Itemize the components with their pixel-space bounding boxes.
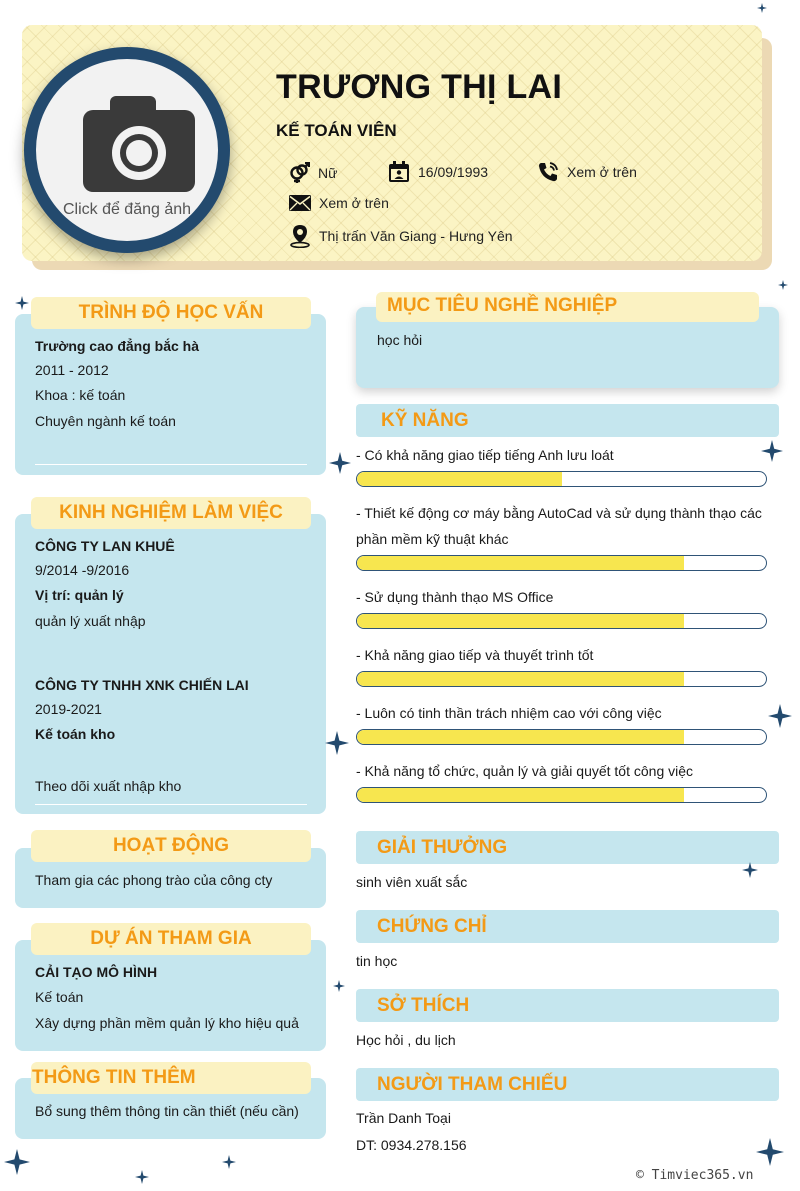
job-1-position: Vị trí: quản lý [35,587,124,603]
address-info [289,224,513,248]
job-2-company: CÔNG TY TNHH XNK CHIẾN LAI [35,677,249,693]
gender-icon [288,162,310,184]
education-period: 2011 - 2012 [35,362,109,378]
project-description: Xây dựng phần mềm quản lý kho hiệu quả [35,1015,299,1031]
extra-text: Bổ sung thêm thông tin cần thiết (nếu cần) [35,1103,299,1119]
birthday-value: 16/09/1993 [418,164,489,180]
reference-phone: DT: 0934.278.156 [356,1137,467,1153]
candidate-name: TRƯƠNG THỊ LAI [276,68,563,106]
awards-text: sinh viên xuất sắc [356,874,468,890]
star-icon [4,1149,30,1175]
project-role: Kế toán [35,989,84,1005]
projects-title: DỰ ÁN THAM GIA [31,923,311,955]
awards-title: GIẢI THƯỞNG [377,837,508,858]
skill-6-bar [356,787,767,803]
activities-text: Tham gia các phong trào của công cty [35,872,273,888]
skill-4-bar [356,671,767,687]
objective-title: MỤC TIÊU NGHỀ NGHIỆP [387,295,618,316]
extra-title: THÔNG TIN THÊM [31,1062,311,1094]
star-icon [325,731,349,755]
birthday-info [388,161,488,183]
star-icon [756,1138,784,1166]
star-icon [757,3,767,13]
star-icon [333,980,345,992]
experience-title: KINH NGHIỆM LÀM VIỆC [31,497,311,529]
skill-1-label: - Có khả năng giao tiếp tiếng Anh lưu loát [356,447,614,463]
activities-title: HOẠT ĐỘNG [31,830,311,862]
job-2-period: 2019-2021 [35,701,102,717]
avatar-placeholder[interactable] [36,59,218,241]
skills-title: KỸ NĂNG [381,410,469,431]
skill-5-level [357,730,684,744]
skill-2-label: - Thiết kế động cơ máy bằng AutoCad và sử dụng thành thạo các [356,505,762,521]
skill-1-bar [356,471,767,487]
skill-3-label: - Sử dụng thành thạo MS Office [356,589,554,605]
divider [35,464,307,465]
certificates-title: CHỨNG CHỈ [377,916,487,937]
education-major: Chuyên ngành kế toán [35,413,176,429]
map-pin-icon [289,224,311,248]
skill-2-level [357,556,684,570]
divider [35,804,307,805]
envelope-icon [289,195,311,211]
skill-2-bar [356,555,767,571]
star-icon [15,296,29,310]
star-icon [135,1170,149,1184]
calendar-icon [388,161,410,183]
gender-value: Nữ [318,165,338,181]
star-icon [329,452,351,474]
email-value: Xem ở trên [319,195,389,211]
job-2-description: Theo dõi xuất nhập kho [35,778,182,794]
job-1-period: 9/2014 -9/2016 [35,562,130,578]
objective-text: học hỏi [377,332,423,348]
gender-info [288,162,337,184]
experience-card [15,514,326,814]
skill-5-label: - Luôn có tinh thần trách nhiệm cao với công việc [356,705,662,721]
education-faculty: Khoa : kế toán [35,387,126,403]
certificates-text: tin học [356,953,398,969]
skill-6-label: - Khả năng tổ chức, quản lý và giải quyết tốt công việc [356,763,694,779]
job-1-company: CÔNG TY LAN KHUÊ [35,538,175,554]
phone-icon [537,161,559,183]
job-2-position: Kế toán kho [35,726,116,742]
skill-6-level [357,788,684,802]
project-name: CẢI TẠO MÔ HÌNH [35,964,158,980]
candidate-job-title: KẾ TOÁN VIÊN [276,121,397,140]
star-icon [778,280,788,290]
address-value: Thị trấn Văn Giang - Hưng Yên [319,228,513,244]
hobbies-text: Học hỏi , du lịch [356,1032,456,1048]
skill-3-bar [356,613,767,629]
star-icon [742,862,758,878]
education-school: Trường cao đẳng bắc hà [35,338,200,354]
email-info [289,195,389,211]
reference-name: Trần Danh Toại [356,1110,451,1126]
skill-4-label: - Khả năng giao tiếp và thuyết trình tốt [356,647,594,663]
star-icon [761,440,783,462]
hobbies-title: SỞ THÍCH [377,995,470,1016]
skill-1-level [357,472,562,486]
upload-photo-hint[interactable]: Click để đăng ảnh [62,201,192,218]
star-icon [768,704,792,728]
camera-icon [83,96,195,192]
copyright: © Timviec365.vn [636,1168,754,1183]
references-title: NGƯỜI THAM CHIẾU [377,1074,568,1095]
education-title: TRÌNH ĐỘ HỌC VẤN [31,297,311,329]
skill-4-level [357,672,684,686]
phone-value: Xem ở trên [567,164,637,180]
phone-info [537,161,637,183]
star-icon [222,1155,236,1169]
job-1-description: quản lý xuất nhập [35,613,146,629]
skill-2-label-cont: phần mềm kỹ thuật khác [356,531,509,547]
avatar[interactable] [24,47,230,253]
skill-3-level [357,614,684,628]
skill-5-bar [356,729,767,745]
